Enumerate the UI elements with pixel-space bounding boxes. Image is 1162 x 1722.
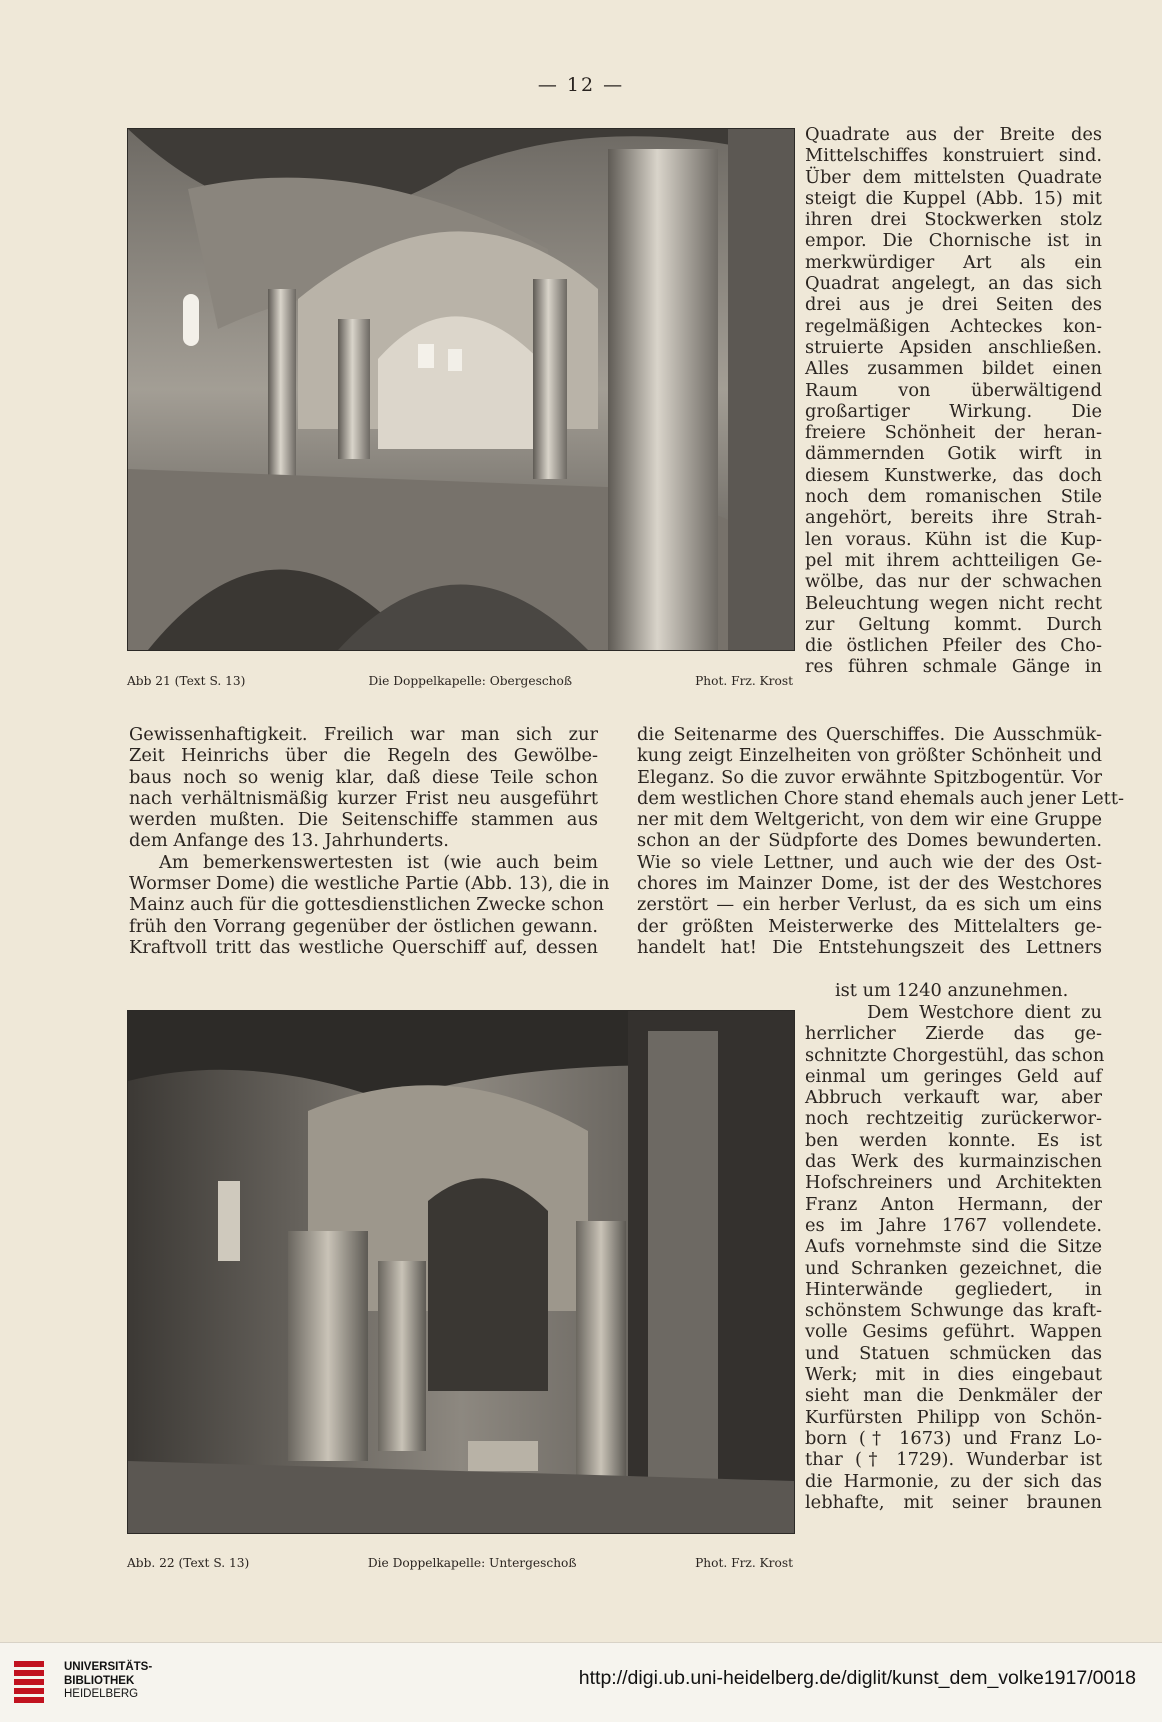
- text-line: noch rechtzeitig zurückerwor-: [805, 1108, 1102, 1130]
- text-line: Raum von überwältigend: [805, 379, 1102, 401]
- figure-upper-caption: [127, 674, 793, 688]
- figure-title: Die Doppelkapelle: Obergeschoß: [368, 674, 572, 688]
- text-line: zur Geltung kommt. Durch: [805, 613, 1102, 635]
- text-line: dem Anfange des 13. Jahrhunderts.: [129, 830, 449, 852]
- text-line: freiere Schönheit der heran-: [805, 422, 1102, 444]
- library-line: UNIVERSITÄTS-: [64, 1661, 153, 1673]
- figure-label: Abb 21 (Text S. 13): [127, 674, 246, 688]
- library-logo-icon: [12, 1657, 50, 1709]
- text-line: ihren drei Stockwerken stolz: [805, 209, 1102, 231]
- text-line: die östlichen Pfeiler des Cho-: [805, 635, 1102, 657]
- text-line: angehört, bereits ihre Strah-: [805, 507, 1102, 529]
- text-line: Eleganz. So die zuvor erwähnte Spitzbogentür. Vor: [637, 766, 1102, 788]
- text-line: ist um 1240 anzunehmen.: [835, 980, 1069, 1001]
- text-line: und Statuen schmücken das: [805, 1342, 1102, 1364]
- text-line: Werk; mit in dies eingebaut: [805, 1364, 1102, 1386]
- text-line: Kurfürsten Philipp von Schön-: [805, 1406, 1102, 1428]
- text-line: ner mit dem Weltgericht, von dem wir eine Gruppe: [637, 809, 1102, 831]
- text-line: pel mit ihrem achtteiligen Ge-: [805, 549, 1102, 571]
- text-line: wölbe, das nur der schwachen: [805, 571, 1102, 593]
- text-right-mid: [835, 980, 1075, 1001]
- text-line: schon an der Südpforte des Domes bewunderten.: [637, 830, 1102, 852]
- text-line: res führen schmale Gänge in: [805, 656, 1102, 678]
- text-line: born († 1673) und Franz Lo-: [805, 1427, 1102, 1449]
- text-line: Beleuchtung wegen nicht recht: [805, 592, 1102, 614]
- text-line: struierte Apsiden anschließen.: [805, 336, 1102, 358]
- text-line: Mittelschiffes konstruiert sind.: [805, 145, 1102, 167]
- figure-lower-photo: [127, 1010, 795, 1534]
- text-line: das Werk des kurmainzischen: [805, 1151, 1102, 1173]
- text-line: baus noch so wenig klar, daß diese Teile schon: [129, 766, 598, 788]
- text-line: zerstört — ein herber Verlust, da es sich um eins: [637, 894, 1102, 916]
- text-column-left: [129, 724, 610, 958]
- text-line: empor. Die Chornische ist in: [805, 230, 1102, 252]
- text-line: Über dem mittelsten Quadrate: [805, 166, 1102, 188]
- text-column-right-top: [805, 124, 1102, 678]
- text-line: die Harmonie, zu der sich das: [805, 1470, 1102, 1492]
- figure-label: Abb. 22 (Text S. 13): [127, 1556, 250, 1570]
- text-line: drei aus je drei Seiten des: [805, 294, 1102, 316]
- figure-upper-photo: [127, 128, 795, 651]
- text-line: Kraftvoll tritt das westliche Querschiff auf, dessen: [129, 936, 598, 958]
- text-line: Dem Westchore dient zu: [867, 1002, 1102, 1023]
- text-line: Hinterwände gegliedert, in: [805, 1278, 1102, 1300]
- text-line: herrlicher Zierde das ge-: [805, 1023, 1102, 1045]
- text-line: Quadrat angelegt, an das sich: [805, 273, 1102, 295]
- text-line: nach verhältnismäßig kurzer Frist neu ausgeführt: [129, 787, 598, 809]
- text-line: diesem Kunstwerke, das doch: [805, 464, 1102, 486]
- figure-credit: Phot. Frz. Krost: [695, 674, 793, 688]
- text-line: handelt hat! Die Entstehungszeit des Lettners: [637, 936, 1102, 958]
- text-column-middle: [637, 724, 1124, 958]
- text-line: es im Jahre 1767 vollendete.: [805, 1214, 1102, 1236]
- text-line: Wormser Dome) die westliche Partie (Abb. 13), die in: [129, 873, 610, 895]
- footer-bar: [0, 1642, 1162, 1722]
- text-line: Gewissenhaftigkeit. Freilich war man sich zur: [129, 724, 598, 745]
- text-line: kung zeigt Einzelheiten von größter Schönheit und: [637, 745, 1102, 767]
- text-line: Am bemerkenswertesten ist (wie auch beim: [159, 851, 598, 873]
- library-line: HEIDELBERG: [64, 1688, 139, 1700]
- text-line: schnitzte Chorgestühl, das schon: [805, 1044, 1105, 1066]
- text-line: und Schranken gezeichnet, die: [805, 1257, 1102, 1279]
- page-number: — 12 —: [537, 74, 625, 96]
- text-line: dem westlichen Chore stand ehemals auch jener Lett-: [637, 787, 1124, 809]
- text-line: Zeit Heinrichs über die Regeln des Gewölbe-: [129, 745, 598, 767]
- text-line: Quadrate aus der Breite des: [805, 124, 1102, 145]
- text-column-right-lower: [805, 1002, 1105, 1513]
- library-line: BIBLIOTHEK: [64, 1674, 135, 1687]
- text-line: sieht man die Denkmäler der: [805, 1385, 1102, 1407]
- text-line: Abbruch verkauft war, aber: [805, 1087, 1102, 1109]
- text-line: die Seitenarme des Querschiffes. Die Ausschmük-: [637, 724, 1102, 745]
- text-line: len voraus. Kühn ist die Kup-: [805, 528, 1102, 550]
- text-line: lebhafte, mit seiner braunen: [805, 1491, 1102, 1513]
- text-line: Mainz auch für die gottesdienstlichen Zwecke schon: [129, 894, 604, 916]
- text-line: steigt die Kuppel (Abb. 15) mit: [805, 187, 1102, 209]
- source-url-link[interactable]: http://digi.ub.uni-heidelberg.de/diglit/kunst_dem_volke1917/0018: [578, 1667, 1136, 1689]
- text-line: einmal um geringes Geld auf: [805, 1065, 1102, 1087]
- text-line: Hofschreiners und Architekten: [805, 1172, 1102, 1194]
- text-line: Wie so viele Lettner, und auch wie der des Ost-: [637, 851, 1102, 873]
- text-line: ben werden konnte. Es ist: [805, 1129, 1102, 1151]
- figure-title: Die Doppelkapelle: Untergeschoß: [367, 1556, 577, 1570]
- text-line: dämmernden Gotik wirft in: [805, 443, 1102, 465]
- text-line: noch dem romanischen Stile: [805, 486, 1102, 508]
- text-line: großartiger Wirkung. Die: [805, 400, 1102, 422]
- text-line: früh den Vorrang gegenüber der östlichen gewann.: [129, 915, 598, 937]
- figure-lower-caption: [127, 1556, 793, 1570]
- text-line: schönstem Schwunge das kraft-: [805, 1300, 1102, 1322]
- text-line: werden mußten. Die Seitenschiffe stammen aus: [129, 809, 598, 831]
- text-line: Alles zusammen bildet einen: [805, 358, 1102, 380]
- text-line: regelmäßigen Achteckes kon-: [805, 315, 1102, 337]
- library-name: [64, 1661, 152, 1702]
- text-line: chores im Mainzer Dome, ist der des Westchores: [637, 873, 1102, 895]
- text-line: thar († 1729). Wunderbar ist: [805, 1449, 1102, 1471]
- text-line: Aufs vornehmste sind die Sitze: [805, 1236, 1102, 1258]
- text-line: volle Gesims geführt. Wappen: [805, 1321, 1102, 1343]
- text-line: der größten Meisterwerke des Mittelalters ge-: [637, 915, 1102, 937]
- figure-credit: Phot. Frz. Krost: [695, 1556, 793, 1570]
- text-line: Franz Anton Hermann, der: [805, 1193, 1102, 1215]
- text-line: merkwürdiger Art als ein: [805, 251, 1102, 273]
